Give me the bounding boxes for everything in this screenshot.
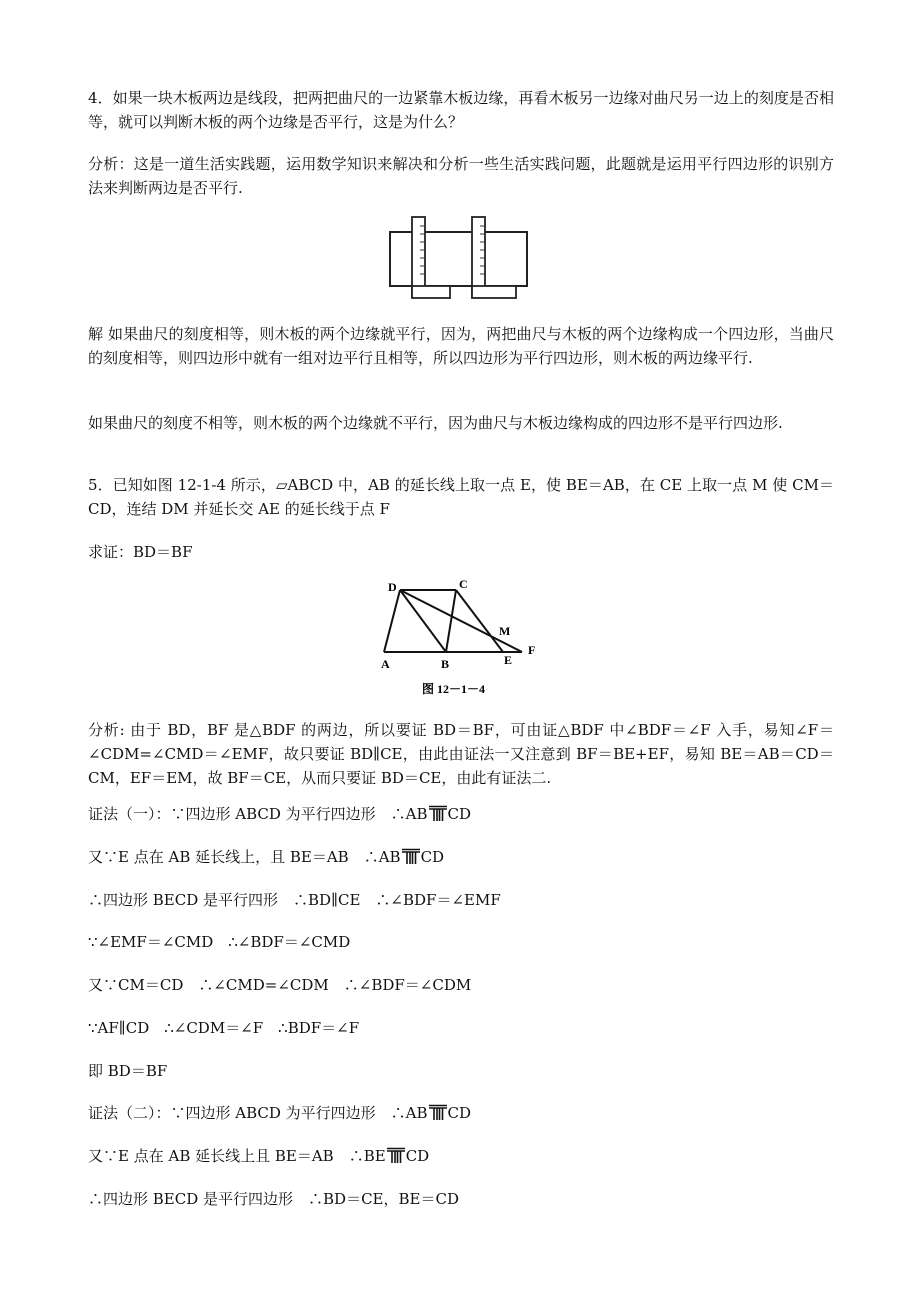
board-rect — [390, 232, 527, 286]
label-b: B — [441, 657, 450, 671]
label-m: M — [499, 624, 511, 638]
proof2-line1: 证法（二）：∵四边形 ABCD 为平行四边形 ∴AB CD — [88, 1104, 472, 1122]
right-ruler-vertical — [472, 217, 485, 297]
line-df — [400, 590, 522, 652]
proof1-line3: ∴四边形 BECD 是平行四形 ∴BD∥CE ∴∠BDF＝∠EMF — [88, 891, 501, 909]
q4-analysis: 分析：这是一道生活实践题，运用数学知识来解决和分析一些生活实践问题，此题就是运用平行四边形的识别方法来判断两边是否平行. — [88, 155, 834, 197]
label-a: A — [381, 657, 390, 671]
line-cb — [446, 590, 456, 652]
left-ruler-vertical — [412, 217, 425, 297]
proof1-line6: ∵AF∥CD ∴∠CDM＝∠F ∴BDF＝∠F — [88, 1019, 360, 1037]
ruler-board-figure — [384, 214, 534, 306]
proof1-line1: 证法（一）：∵四边形 ABCD 为平行四边形 ∴AB CD — [88, 805, 472, 823]
proof1-line7: 即 BD＝BF — [88, 1062, 168, 1080]
q5-prove: 求证：BD＝BF — [88, 543, 193, 561]
parallel-equal-icon — [386, 1147, 406, 1163]
line-ad — [384, 590, 400, 652]
label-c: C — [459, 577, 468, 591]
proof1-line4: ∵∠EMF＝∠CMD ∴∠BDF＝∠CMD — [88, 933, 351, 951]
proof2-line2: 又∵E 点在 AB 延长线上且 BE＝AB ∴BE CD — [88, 1147, 430, 1165]
parallel-equal-icon — [428, 1104, 448, 1120]
line-db — [400, 590, 446, 652]
figure-caption: 图 12－1－4 — [422, 682, 486, 696]
label-f: F — [528, 643, 536, 657]
q5-question: 5．已知如图 12-1-4 所示，▱ABCD 中，AB 的延长线上取一点 E，使 BE＝AB，在 CE 上取一点 M 使 CM＝CD，连结 DM 并延长交 AE 的延长线于点 F — [88, 476, 834, 518]
left-ruler-foot — [412, 286, 450, 298]
label-e: E — [504, 653, 513, 667]
proof1-line2: 又∵E 点在 AB 延长线上，且 BE＝AB ∴AB CD — [88, 848, 445, 866]
proof2-line3: ∴四边形 BECD 是平行四边形 ∴BD＝CE，BE＝CD — [88, 1190, 459, 1208]
proof1-line5: 又∵CM＝CD ∴∠CMD=∠CDM ∴∠BDF＝∠CDM — [88, 976, 472, 994]
right-ruler-foot — [472, 286, 516, 298]
label-d: D — [388, 580, 397, 594]
q4-solution-2: 如果曲尺的刻度不相等，则木板的两个边缘就不平行，因为曲尺与木板边缘构成的四边形不是平行四边形. — [88, 414, 783, 432]
parallelogram-figure — [378, 576, 544, 700]
q4-solution: 解 如果曲尺的刻度相等，则木板的两个边缘就平行，因为，两把曲尺与木板的两个边缘构成一个四边形，当曲尺的刻度相等，则四边形中就有一组对边平行且相等，所以四边形为平行四边形，则木板的两边缘平行. — [88, 325, 834, 367]
parallel-equal-icon — [401, 848, 421, 864]
q4-question: 4．如果一块木板两边是线段，把两把曲尺的一边紧靠木板边缘，再看木板另一边缘对曲尺另一边上的刻度是否相等，就可以判断木板的两个边缘是否平行，这是为什么？ — [88, 89, 834, 131]
q5-analysis: 分析: 由于 BD，BF 是△BDF 的两边，所以要证 BD＝BF，可由证△BDF 中∠BDF＝∠F 入手，易知∠F＝∠CDM=∠CMD＝∠EMF，故只要证 BD∥CE，由此由证法一又注意到 BF＝BE+EF，易知 BE＝AB＝CD＝CM，EF＝EM，故 BF＝CE，从而只要证 BD＝CE，由此有证法二. — [88, 721, 834, 787]
parallel-equal-icon — [428, 805, 448, 821]
